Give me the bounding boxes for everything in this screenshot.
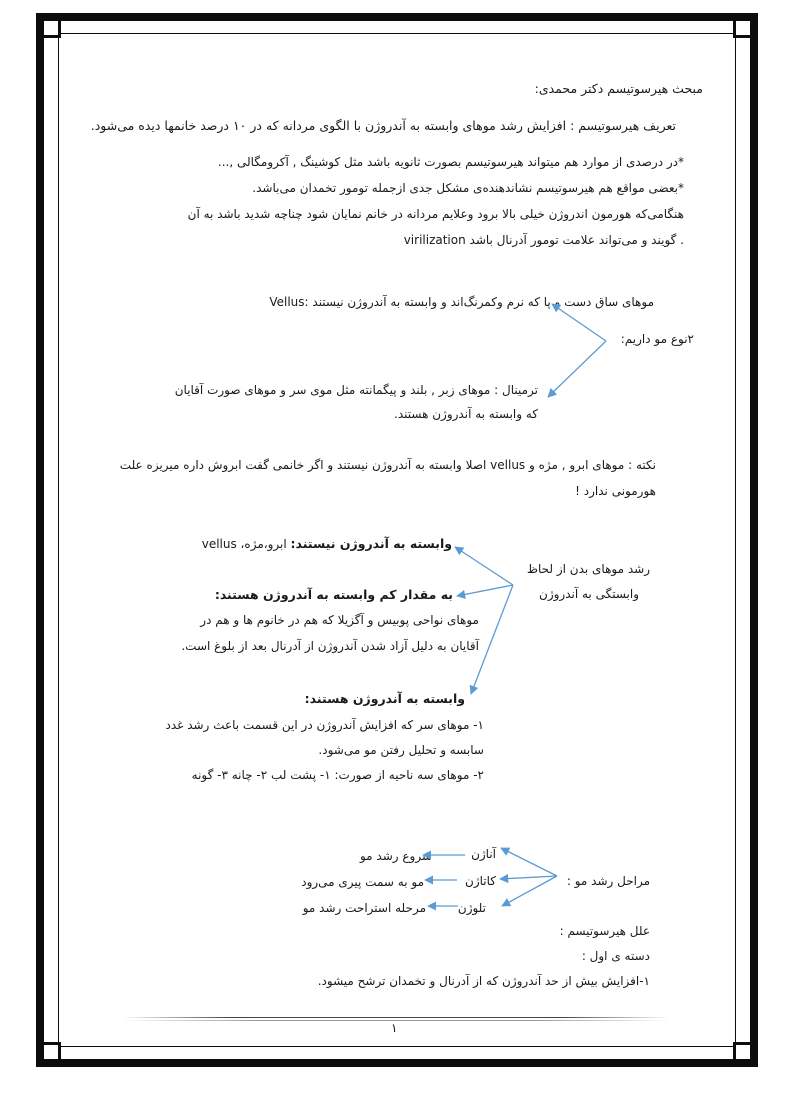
stage-name-catagen: کاتاژن bbox=[465, 874, 496, 888]
not-dependent-row bbox=[202, 535, 452, 553]
dependent-heading: وابسته به آندروژن هستند: bbox=[304, 691, 465, 706]
dependent-line-1: ۱- موهای سر که افزایش آندروژن در این قسمت باعث رشد غدد bbox=[165, 718, 484, 732]
definition-text: تعریف هیرسوتیسم : افزایش رشد موهای وابسته به آندروژن با الگوی مردانه که در ۱۰ درصد خانمها دیده می‌شود. bbox=[90, 118, 676, 133]
slightly-dependent-line-1: موهای نواحی پوبیس و آگزیلا که هم در خانوم ها و هم در bbox=[200, 613, 479, 627]
border-corner-ornament bbox=[41, 1042, 61, 1062]
page-number: ۱ bbox=[391, 1021, 398, 1035]
growth-label-line-1: رشد موهای بدن از لحاظ bbox=[526, 562, 650, 576]
stages-label: مراحل رشد مو : bbox=[566, 874, 650, 888]
stage-desc-anagen: شروع رشد مو bbox=[359, 849, 432, 863]
not-dependent-list: ابرو،مژه، vellus bbox=[201, 537, 291, 551]
border-corner-ornament bbox=[733, 18, 753, 38]
stage-desc-catagen: مو به سمت پیری می‌رود bbox=[301, 875, 424, 889]
dependent-line-3: ۲- موهای سه ناحیه از صورت: ۱- پشت لب ۲- چانه ۳- گونه bbox=[191, 768, 484, 782]
note-line-1: نکته : موهای ابرو , مژه و vellus اصلا وابسته به آندروژن نیستند و اگر خانمی گفت ابروش داره میریزه علت bbox=[119, 458, 656, 472]
note-line-2: هورمونی ندارد ! bbox=[575, 484, 656, 498]
slightly-dependent-heading: به مقدار کم وابسته به آندروژن هستند: bbox=[214, 587, 453, 602]
stage-name-anagen: آناژن bbox=[471, 847, 496, 861]
hair-types-label: ۲نوع مو داریم: bbox=[620, 332, 694, 346]
vellus-definition: Vellus: موهای ساق دست و پا که نرم وکمرنگ‌اند و وابسته به آندروژن نیستند bbox=[269, 295, 654, 309]
causes-heading: علل هیرسوتیسم : bbox=[559, 924, 650, 938]
stage-name-telogen: تلوژن bbox=[457, 901, 486, 915]
not-dependent-heading: وابسته به آندروژن نیستند: bbox=[290, 536, 452, 551]
note-ovarian-tumor: *بعضی مواقع هم هیرسوتیسم نشاندهنده‌ی مشکل جدی ازجمله تومور تخمدان می‌باشد. bbox=[252, 181, 684, 195]
causes-group-1: دسته ی اول : bbox=[581, 949, 650, 963]
terminal-definition-line-1: ترمینال : موهای زبر , بلند و پیگمانته مثل موی سر و موهای صورت آقایان bbox=[174, 383, 538, 397]
causes-item-1: ۱-افزایش بیش از حد آندروژن که از آدرنال و تخمدان ترشح میشود. bbox=[317, 974, 650, 988]
terminal-definition-line-2: که وابسته به آندروژن هستند. bbox=[394, 407, 538, 421]
stage-desc-telogen: مرحله استراحت رشد مو bbox=[302, 901, 426, 915]
virilization-line-2: virilization گویند و می‌تواند علامت تومور آدرنال باشد . bbox=[403, 233, 684, 247]
border-corner-ornament bbox=[733, 1042, 753, 1062]
border-corner-ornament bbox=[41, 18, 61, 38]
dependent-line-2: سابسه و تحلیل رفتن مو می‌شود. bbox=[318, 743, 484, 757]
note-secondary-causes: *در درصدی از موارد هم میتواند هیرسوتیسم بصورت ثانویه باشد مثل کوشینگ , آکرومگالی ,... bbox=[217, 155, 684, 169]
footer-rule bbox=[122, 1017, 670, 1018]
document-title: مبحث هیرسوتیسم دکتر محمدی: bbox=[534, 81, 703, 96]
growth-label-line-2: وابستگی به آندروژن bbox=[539, 587, 639, 601]
virilization-line-1: هنگامی‌که هورمون اندروژن خیلی بالا برود وعلایم مردانه در خانم نمایان شود چناچه شدید باشد به آن bbox=[187, 207, 684, 221]
slightly-dependent-line-2: آقایان به دلیل آزاد شدن آندروژن از آدرنال بعد از بلوغ است. bbox=[181, 639, 479, 653]
